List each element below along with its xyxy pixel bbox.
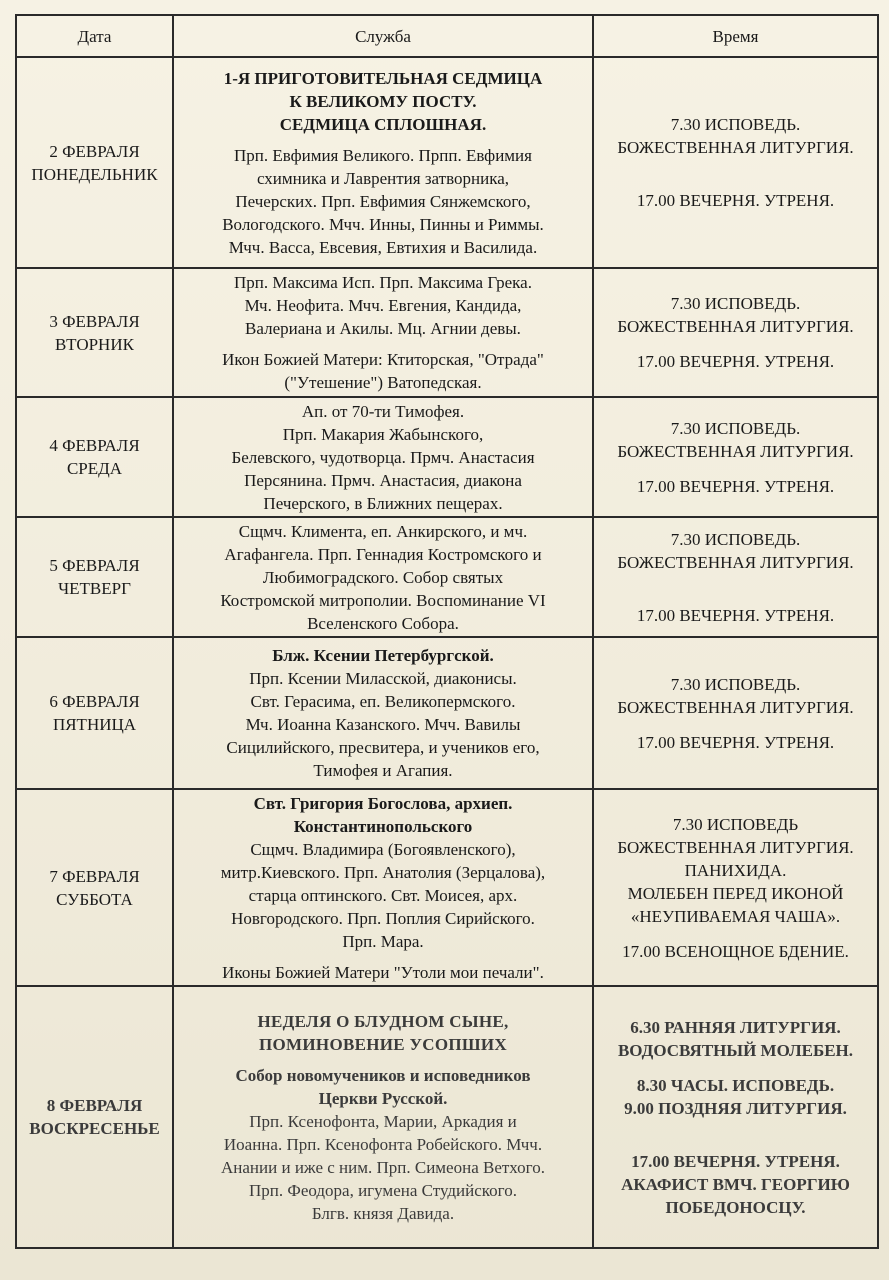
saints-line: Иоанна. Прп. Ксенофонта Робейского. Мчч. — [223, 1134, 543, 1154]
saints-line: Прп. Мара. — [342, 931, 424, 951]
time-line: БОЖЕСТВЕННАЯ ЛИТУРГИЯ. — [617, 138, 854, 157]
saints-line: Сицилийского, пресвитера, и учеников его, — [226, 738, 540, 757]
saints-line: Белевского, чудотворца. Прмч. Анастасия — [231, 447, 535, 467]
time-line: БОЖЕСТВЕННАЯ ЛИТУРГИЯ. — [617, 441, 854, 461]
saints-line: Тимофея и Агапия. — [313, 761, 453, 780]
saints-line: Прп. Евфимия Великого. Прпп. Евфимия — [234, 145, 532, 165]
saints-line: митр.Киевского. Прп. Анатолия (Зерцалова), — [220, 862, 546, 882]
saints-line: Прп. Макария Жабынского, — [282, 424, 484, 444]
service-schedule-table — [15, 14, 879, 1249]
service-cell — [173, 789, 593, 986]
header-date: Дата — [16, 15, 173, 57]
saints-line: Прп. Ксении Миласской, диаконисы. — [249, 669, 517, 688]
time-cell — [593, 268, 878, 397]
saints-line: старца оптинского. Свт. Моисея, арх. — [248, 885, 518, 905]
saints-line: Вологодского. Мчч. Инны, Пинны и Риммы. — [222, 214, 544, 234]
service-cell — [173, 57, 593, 268]
time-line: 17.00 ВСЕНОЩНОЕ БДЕНИЕ. — [622, 941, 849, 961]
time-line: 7.30 ИСПОВЕДЬ. — [670, 674, 801, 694]
commemoration-title: Церкви Русской. — [318, 1088, 448, 1108]
feast-title: К ВЕЛИКОМУ ПОСТУ. — [289, 91, 477, 111]
date-weekday: ПОНЕДЕЛЬНИК — [31, 164, 158, 184]
saints-line: Мч. Иоанна Казанского. Мчч. Вавилы — [245, 715, 521, 734]
feast-title: Свт. Григория Богослова, архиеп. — [253, 793, 513, 813]
feast-title: Константинопольского — [293, 816, 473, 836]
time-line: 9.00 ПОЗДНЯЯ ЛИТУРГИЯ. — [624, 1098, 847, 1118]
time-line: 17.00 ВЕЧЕРНЯ. УТРЕНЯ. — [636, 605, 835, 625]
date-day: 8 ФЕВРАЛЯ — [46, 1096, 143, 1115]
saints-line: Агафангела. Прп. Геннадия Костромского и — [224, 544, 542, 564]
saints-line: Блгв. князя Давида. — [311, 1203, 455, 1223]
date-day: 7 ФЕВРАЛЯ — [49, 866, 140, 886]
time-line: ПОБЕДОНОСЦУ. — [665, 1197, 806, 1217]
time-line: 17.00 ВЕЧЕРНЯ. УТРЕНЯ. — [636, 476, 835, 496]
saints-line: Мч. Неофита. Мчч. Евгения, Кандида, — [244, 296, 522, 315]
table-row — [16, 57, 878, 268]
time-line: 17.00 ВЕЧЕРНЯ. УТРЕНЯ. — [631, 1151, 840, 1171]
header-row — [16, 15, 878, 57]
time-line: 7.30 ИСПОВЕДЬ. — [670, 115, 801, 134]
saints-line: Любимоградского. Собор святых — [262, 567, 504, 587]
service-cell — [173, 517, 593, 637]
saints-line: Персянина. Прмч. Анастасия, диакона — [244, 470, 522, 490]
feast-title: Блж. Ксении Петербургской. — [272, 646, 494, 665]
feast-title: ПОМИНОВЕНИЕ УСОПШИХ — [259, 1034, 507, 1054]
time-cell — [593, 57, 878, 268]
time-cell — [593, 789, 878, 986]
saints-line: Печерских. Прп. Евфимия Сянжемского, — [235, 191, 531, 211]
date-cell — [16, 637, 173, 789]
time-line: 17.00 ВЕЧЕРНЯ. УТРЕНЯ. — [636, 352, 835, 371]
saints-line: Мчч. Васса, Евсевия, Евтихия и Василида. — [228, 237, 538, 257]
time-line: ВОДОСВЯТНЫЙ МОЛЕБЕН. — [617, 1040, 854, 1060]
time-cell — [593, 637, 878, 789]
time-line: БОЖЕСТВЕННАЯ ЛИТУРГИЯ. — [617, 317, 854, 336]
time-cell — [593, 517, 878, 637]
time-line: 7.30 ИСПОВЕДЬ — [672, 814, 799, 834]
time-line: МОЛЕБЕН ПЕРЕД ИКОНОЙ — [627, 883, 844, 903]
table-row — [16, 397, 878, 517]
time-line: 7.30 ИСПОВЕДЬ. — [670, 418, 801, 438]
date-weekday: ЧЕТВЕРГ — [58, 579, 131, 598]
saints-line: Сщмч. Владимира (Богоявленского), — [250, 839, 516, 859]
header-time: Время — [593, 15, 878, 57]
service-cell — [173, 397, 593, 517]
date-weekday: ВОСКРЕСЕНЬЕ — [29, 1119, 160, 1138]
date-cell — [16, 986, 173, 1248]
saints-line: Прп. Ксенофонта, Марии, Аркадия и — [249, 1111, 517, 1131]
saints-line: Костромской митрополии. Воспоминание VI — [220, 590, 546, 610]
feast-title: СЕДМИЦА СПЛОШНАЯ. — [279, 114, 487, 134]
saints-line: Вселенского Собора. — [307, 613, 459, 633]
saints-line: Печерского, в Ближних пещерах. — [263, 493, 503, 513]
saints-line: Ап. от 70-ти Тимофея. — [301, 401, 465, 421]
time-line: БОЖЕСТВЕННАЯ ЛИТУРГИЯ. — [617, 837, 854, 857]
table-row — [16, 517, 878, 637]
time-line: БОЖЕСТВЕННАЯ ЛИТУРГИЯ. — [617, 697, 854, 717]
service-cell — [173, 637, 593, 789]
time-cell — [593, 986, 878, 1248]
saints-line: Анании и иже с ним. Прп. Симеона Ветхого. — [221, 1157, 545, 1177]
date-day: 2 ФЕВРАЛЯ — [49, 141, 140, 161]
icons-line: Икон Божией Матери: Ктиторская, "Отрада" — [222, 350, 544, 369]
saints-line: схимника и Лаврентия затворника, — [256, 168, 509, 188]
time-line: ПАНИХИДА. — [684, 860, 787, 880]
service-cell — [173, 986, 593, 1248]
feast-title: 1-Я ПРИГОТОВИТЕЛЬНАЯ СЕДМИЦА — [223, 68, 543, 88]
saints-line: Прп. Феодора, игумена Студийского. — [249, 1180, 517, 1200]
icons-line: Иконы Божией Матери "Утоли мои печали". — [222, 962, 544, 982]
time-line: 17.00 ВЕЧЕРНЯ. УТРЕНЯ. — [636, 191, 835, 210]
date-day: 6 ФЕВРАЛЯ — [49, 692, 140, 711]
feast-title: НЕДЕЛЯ О БЛУДНОМ СЫНЕ, — [257, 1011, 509, 1031]
date-cell — [16, 517, 173, 637]
date-cell — [16, 397, 173, 517]
date-weekday: СРЕДА — [66, 459, 123, 478]
icons-line: ("Утешение") Ватопедская. — [284, 373, 482, 392]
date-day: 4 ФЕВРАЛЯ — [49, 436, 140, 455]
time-line: 7.30 ИСПОВЕДЬ. — [670, 529, 801, 549]
table-row — [16, 268, 878, 397]
saints-line: Новгородского. Прп. Поплия Сирийского. — [231, 908, 535, 928]
date-weekday: ВТОРНИК — [55, 334, 134, 354]
time-line: 17.00 ВЕЧЕРНЯ. УТРЕНЯ. — [636, 732, 835, 752]
time-line: АКАФИСТ ВМЧ. ГЕОРГИЮ — [621, 1174, 850, 1194]
time-line: 6.30 РАННЯЯ ЛИТУРГИЯ. — [630, 1017, 841, 1037]
service-cell — [173, 268, 593, 397]
date-cell — [16, 57, 173, 268]
date-weekday: ПЯТНИЦА — [52, 715, 137, 734]
date-day: 5 ФЕВРАЛЯ — [49, 556, 140, 575]
saints-line: Сщмч. Климента, еп. Анкирского, и мч. — [238, 521, 528, 541]
commemoration-title: Собор новомучеников и исповедников — [235, 1065, 531, 1085]
time-line: 8.30 ЧАСЫ. ИСПОВЕДЬ. — [636, 1075, 835, 1095]
time-cell — [593, 397, 878, 517]
date-weekday: СУББОТА — [56, 889, 133, 909]
date-day: 3 ФЕВРАЛЯ — [49, 311, 140, 331]
date-cell — [16, 268, 173, 397]
time-line: «НЕУПИВАЕМАЯ ЧАША». — [630, 906, 841, 926]
table-row — [16, 637, 878, 789]
saints-line: Свт. Герасима, еп. Великопермского. — [250, 692, 516, 711]
date-cell — [16, 789, 173, 986]
saints-line: Прп. Максима Исп. Прп. Максима Грека. — [234, 273, 532, 292]
header-service: Служба — [173, 15, 593, 57]
saints-line: Валериана и Акилы. Мц. Агнии девы. — [245, 319, 521, 338]
table-row — [16, 789, 878, 986]
time-line: 7.30 ИСПОВЕДЬ. — [670, 294, 801, 313]
table-row — [16, 986, 878, 1248]
time-line: БОЖЕСТВЕННАЯ ЛИТУРГИЯ. — [617, 552, 854, 572]
